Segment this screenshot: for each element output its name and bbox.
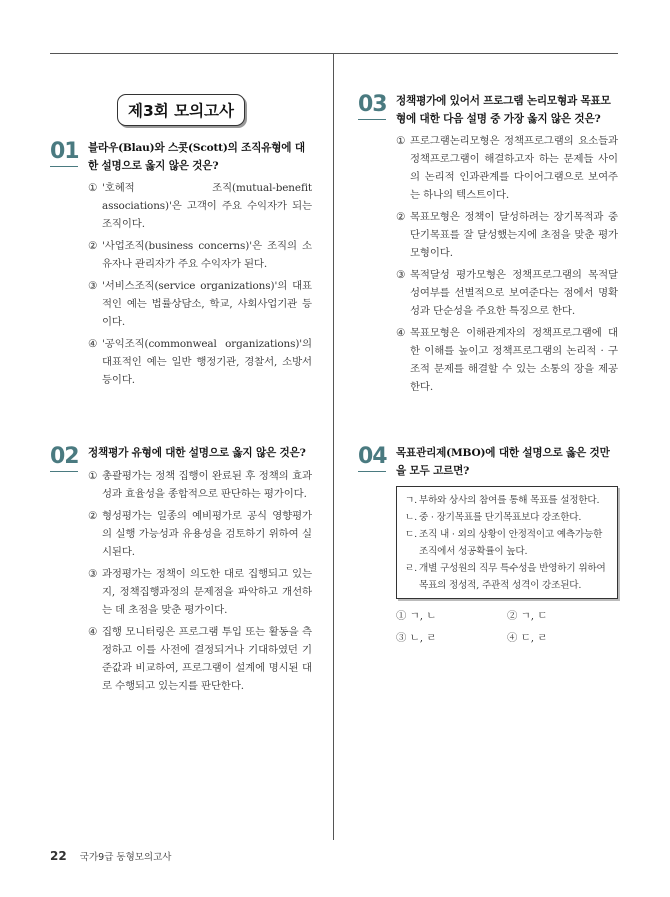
column-divider: [333, 53, 334, 840]
exam-title: 제3회 모의고사: [117, 94, 245, 126]
choice-2[interactable]: ② ㄱ, ㄷ: [507, 610, 548, 622]
answer-choices: [396, 607, 618, 647]
choice-3[interactable]: ③ ㄴ, ㄹ: [396, 632, 437, 644]
option-3[interactable]: ③ 과정평가는 정책이 의도한 대로 집행되고 있는지, 정책집행과정의 문제점을 파악하고 개선하는 데 초점을 맞춘 평가이다.: [88, 567, 312, 616]
option-3[interactable]: ③ '서비스조직(service organizations)'의 대표적인 예는 법률상담소, 학교, 사회사업기관 등이다.: [88, 280, 312, 328]
question-02: [50, 445, 312, 699]
option-2[interactable]: ② '사업조직(business concerns)'은 조직의 소유자나 관리자가 주요 수익자가 된다.: [88, 240, 312, 270]
question-number-underline: [50, 471, 78, 472]
statement-item: ㄴ. 중 · 장기목표를 단기목표보다 강조한다.: [405, 512, 582, 523]
option-4[interactable]: ④ 목표모형은 이해관계자의 정책프로그램에 대한 이해를 높이고 정책프로그램의 논리적 · 구조적 문제를 해결할 수 있는 소통의 장을 제공한다.: [396, 327, 618, 393]
question-text: 목표관리제(MBO)에 대한 설명으로 옳은 것만을 모두 고르면?: [396, 447, 610, 477]
top-rule: [50, 53, 618, 54]
question-number: 04: [358, 444, 387, 469]
choice-4[interactable]: ④ ㄷ, ㄹ: [507, 632, 548, 644]
statement-item: ㄷ. 조직 내 · 외의 상황이 안정적이고 예측가능한 조직에서 성공확률이 높다.: [405, 529, 603, 557]
option-1[interactable]: ① 총괄평가는 정책 집행이 완료된 후 정책의 효과성과 효율성을 종합적으로 판단하는 평가이다.: [88, 469, 312, 500]
statement-box: [396, 486, 618, 599]
question-number-underline: [358, 119, 386, 120]
question-number: 01: [50, 139, 79, 164]
statement-item: ㄹ. 개별 구성원의 직무 특수성을 반영하기 위하여 목표의 정성적, 주관적 성격이 강조된다.: [405, 563, 606, 591]
question-text: 정책평가에 있어서 프로그램 논리모형과 목표모형에 대한 다음 설명 중 가장 옳지 않은 것은?: [396, 95, 611, 125]
option-list: [88, 467, 312, 695]
option-list: [396, 132, 618, 396]
option-4[interactable]: ④ '공익조직(commonweal organizations)'의 대표적인 예는 일반 행정기관, 경찰서, 소방서 등이다.: [88, 338, 312, 386]
question-number: 03: [358, 92, 387, 117]
choice-1[interactable]: ① ㄱ, ㄴ: [396, 610, 437, 622]
option-3[interactable]: ③ 목적달성 평가모형은 정책프로그램의 목적달성여부를 선별적으로 보여준다는 점에서 명확성과 단순성을 주요한 특징으로 한다.: [396, 269, 618, 317]
option-2[interactable]: ② 목표모형은 정책이 달성하려는 장기목적과 중단기목표를 잘 달성했는지에 초점을 맞춘 평가모형이다.: [396, 211, 618, 259]
book-title: 국가9급 동형모의고사: [79, 852, 172, 863]
question-number: 02: [50, 444, 79, 469]
question-number-underline: [358, 471, 386, 472]
question-text: 정책평가 유형에 대한 설명으로 옳지 않은 것은?: [88, 447, 306, 459]
statement-item: ㄱ. 부하와 상사의 참여를 통해 목표를 설정한다.: [405, 495, 600, 506]
option-1[interactable]: ① 프로그램논리모형은 정책프로그램의 요소들과 정책프로그램이 해결하고자 하는 문제들 사이의 논리적 인과관계를 다이어그램으로 보여주는 하나의 텍스트이다.: [396, 135, 618, 201]
question-03: [358, 93, 618, 400]
option-list: [88, 179, 312, 389]
option-4[interactable]: ④ 집행 모니터링은 프로그램 투입 또는 활동을 측정하고 이를 사전에 결정되거나 기대하였던 기준값과 비교하여, 프로그램이 설계에 명시된 대로 수행되고 있는지를 판단한다.: [88, 625, 312, 692]
page-number: 22: [50, 849, 67, 863]
question-number-underline: [50, 166, 78, 167]
question-04: [358, 445, 618, 647]
option-1[interactable]: ① '호혜적 조직(mutual-benefit associations)'은 고객이 주요 수익자가 되는 조직이다.: [88, 182, 312, 230]
page-footer: [50, 845, 171, 864]
option-2[interactable]: ② 형성평가는 일종의 예비평가로 공식 영향평가의 실행 가능성과 유용성을 검토하기 위하여 실시된다.: [88, 509, 312, 558]
question-text: 블라우(Blau)와 스콧(Scott)의 조직유형에 대한 설명으로 옳지 않은 것은?: [88, 142, 305, 172]
question-01: [50, 140, 312, 393]
